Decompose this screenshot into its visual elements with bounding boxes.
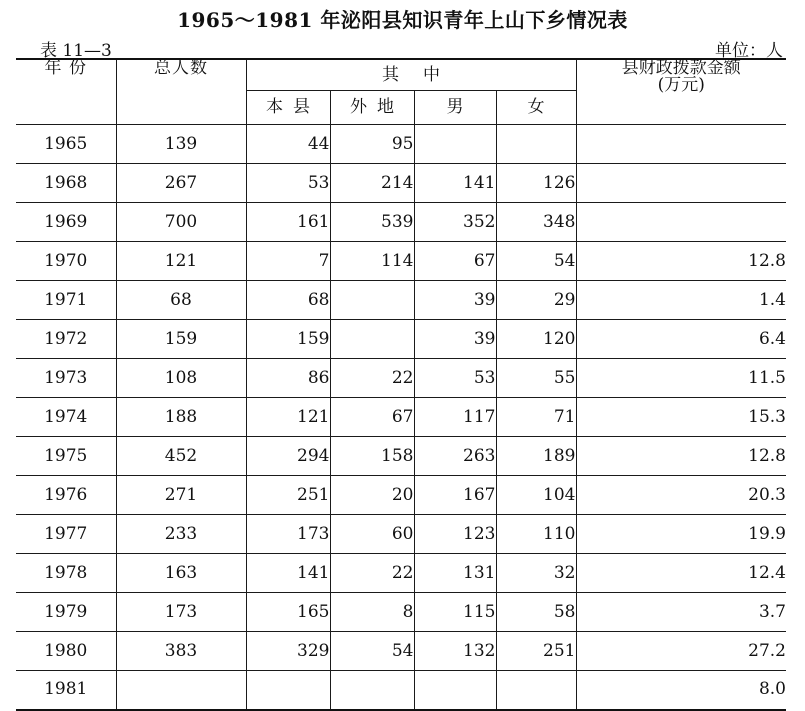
- cell-local: [246, 671, 330, 710]
- cell-female: 54: [496, 242, 576, 281]
- cell-year: 1973: [16, 359, 116, 398]
- table-row: [16, 164, 786, 203]
- cell-outside: 8: [330, 593, 414, 632]
- cell-local: 165: [246, 593, 330, 632]
- cell-local: 294: [246, 437, 330, 476]
- table-row: [16, 281, 786, 320]
- cell-fund: 1.4: [576, 281, 786, 320]
- cell-male: 132: [414, 632, 496, 671]
- cell-local: 159: [246, 320, 330, 359]
- cell-outside: 158: [330, 437, 414, 476]
- cell-year: 1971: [16, 281, 116, 320]
- cell-male: 167: [414, 476, 496, 515]
- cell-male: [414, 671, 496, 710]
- cell-total: 121: [116, 242, 246, 281]
- cell-fund: 12.4: [576, 554, 786, 593]
- cell-female: 29: [496, 281, 576, 320]
- cell-local: 329: [246, 632, 330, 671]
- cell-year: 1972: [16, 320, 116, 359]
- cell-female: 251: [496, 632, 576, 671]
- cell-total: 383: [116, 632, 246, 671]
- unit-label: 单位：人: [715, 41, 783, 61]
- cell-outside: 67: [330, 398, 414, 437]
- cell-fund: 12.8: [576, 437, 786, 476]
- table-row: [16, 320, 786, 359]
- cell-fund: 20.3: [576, 476, 786, 515]
- cell-female: 71: [496, 398, 576, 437]
- header-female: 女: [496, 91, 576, 125]
- cell-total: 173: [116, 593, 246, 632]
- cell-fund: 6.4: [576, 320, 786, 359]
- cell-fund: 27.2: [576, 632, 786, 671]
- cell-female: 104: [496, 476, 576, 515]
- cell-total: 68: [116, 281, 246, 320]
- cell-outside: 60: [330, 515, 414, 554]
- cell-male: 39: [414, 281, 496, 320]
- cell-fund: 12.8: [576, 242, 786, 281]
- cell-male: 115: [414, 593, 496, 632]
- cell-male: 123: [414, 515, 496, 554]
- cell-outside: [330, 671, 414, 710]
- cell-male: 117: [414, 398, 496, 437]
- cell-year: 1969: [16, 203, 116, 242]
- cell-local: 68: [246, 281, 330, 320]
- cell-year: 1974: [16, 398, 116, 437]
- cell-male: 263: [414, 437, 496, 476]
- cell-female: 110: [496, 515, 576, 554]
- cell-fund: 3.7: [576, 593, 786, 632]
- cell-year: 1976: [16, 476, 116, 515]
- cell-local: 173: [246, 515, 330, 554]
- cell-fund: 19.9: [576, 515, 786, 554]
- table-row: [16, 593, 786, 632]
- cell-total: 271: [116, 476, 246, 515]
- table-body: [16, 125, 786, 710]
- cell-year: 1979: [16, 593, 116, 632]
- cell-year: 1965: [16, 125, 116, 164]
- cell-year: 1970: [16, 242, 116, 281]
- cell-year: 1975: [16, 437, 116, 476]
- cell-fund: [576, 125, 786, 164]
- cell-female: 348: [496, 203, 576, 242]
- cell-fund: [576, 164, 786, 203]
- cell-male: 67: [414, 242, 496, 281]
- header-outside: 外地: [330, 91, 414, 125]
- cell-total: 163: [116, 554, 246, 593]
- cell-outside: 214: [330, 164, 414, 203]
- table-row: [16, 515, 786, 554]
- cell-outside: [330, 281, 414, 320]
- cell-outside: 22: [330, 554, 414, 593]
- page-title: 1965～1981 年泌阳县知识青年上山下乡情况表: [177, 8, 628, 32]
- cell-fund: [576, 203, 786, 242]
- header-local: 本县: [246, 91, 330, 125]
- table-row: [16, 203, 786, 242]
- table-row: [16, 632, 786, 671]
- cell-local: 7: [246, 242, 330, 281]
- cell-local: 86: [246, 359, 330, 398]
- cell-total: 188: [116, 398, 246, 437]
- cell-outside: 95: [330, 125, 414, 164]
- header-total: 总人数: [116, 59, 246, 125]
- cell-male: 131: [414, 554, 496, 593]
- table-number: 表 11—3: [40, 41, 112, 61]
- cell-year: 1980: [16, 632, 116, 671]
- cell-year: 1978: [16, 554, 116, 593]
- cell-female: 55: [496, 359, 576, 398]
- cell-male: 53: [414, 359, 496, 398]
- header-breakdown-group: 其中: [246, 59, 576, 91]
- table-row: [16, 671, 786, 710]
- cell-total: 139: [116, 125, 246, 164]
- header-year: 年 份: [16, 59, 116, 125]
- cell-year: 1977: [16, 515, 116, 554]
- cell-outside: [330, 320, 414, 359]
- cell-outside: 20: [330, 476, 414, 515]
- cell-fund: 11.5: [576, 359, 786, 398]
- cell-local: 44: [246, 125, 330, 164]
- statistics-table: [16, 58, 786, 711]
- cell-year: 1968: [16, 164, 116, 203]
- table-row: [16, 398, 786, 437]
- cell-outside: 114: [330, 242, 414, 281]
- header-fund-line2: (万元): [657, 75, 705, 95]
- table-row: [16, 554, 786, 593]
- cell-female: 58: [496, 593, 576, 632]
- cell-total: 452: [116, 437, 246, 476]
- table-row: [16, 242, 786, 281]
- cell-total: [116, 671, 246, 710]
- table-row: [16, 125, 786, 164]
- header-fund-line1: 县财政拨款金额: [621, 58, 741, 78]
- cell-total: 267: [116, 164, 246, 203]
- cell-local: 161: [246, 203, 330, 242]
- cell-total: 159: [116, 320, 246, 359]
- cell-female: [496, 125, 576, 164]
- cell-female: 120: [496, 320, 576, 359]
- table-row: [16, 476, 786, 515]
- cell-local: 251: [246, 476, 330, 515]
- cell-local: 121: [246, 398, 330, 437]
- cell-outside: 22: [330, 359, 414, 398]
- table-row: [16, 359, 786, 398]
- cell-female: 189: [496, 437, 576, 476]
- cell-female: 126: [496, 164, 576, 203]
- cell-outside: 54: [330, 632, 414, 671]
- cell-local: 141: [246, 554, 330, 593]
- cell-local: 53: [246, 164, 330, 203]
- cell-male: [414, 125, 496, 164]
- cell-male: 39: [414, 320, 496, 359]
- cell-total: 108: [116, 359, 246, 398]
- cell-fund: 8.0: [576, 671, 786, 710]
- cell-male: 141: [414, 164, 496, 203]
- header-fund: [576, 59, 786, 125]
- cell-female: 32: [496, 554, 576, 593]
- cell-year: 1981: [16, 671, 116, 710]
- table-row: [16, 437, 786, 476]
- cell-total: 700: [116, 203, 246, 242]
- cell-male: 352: [414, 203, 496, 242]
- cell-female: [496, 671, 576, 710]
- cell-total: 233: [116, 515, 246, 554]
- cell-fund: 15.3: [576, 398, 786, 437]
- header-male: 男: [414, 91, 496, 125]
- cell-outside: 539: [330, 203, 414, 242]
